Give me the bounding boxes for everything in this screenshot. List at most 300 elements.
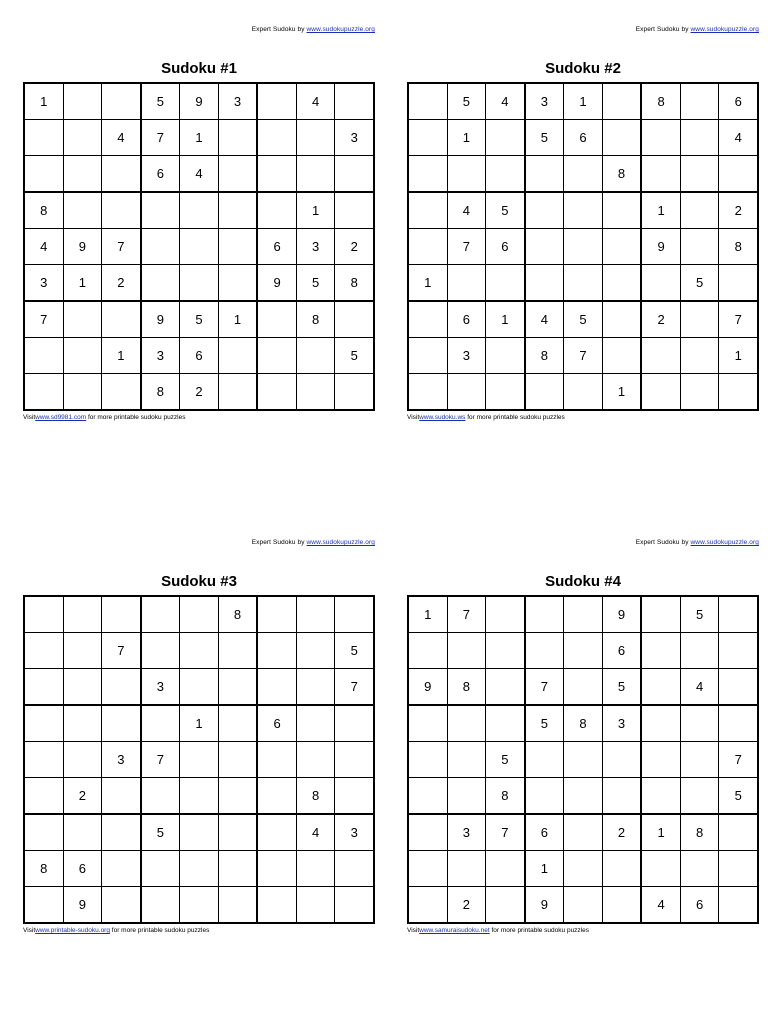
- grid-cell: [141, 192, 180, 229]
- grid-cell: [564, 742, 603, 778]
- grid-cell: [24, 120, 63, 156]
- grid-cell: [218, 778, 257, 815]
- grid-cell: [680, 374, 719, 411]
- grid-cell: 8: [141, 374, 180, 411]
- grid-cell: [102, 887, 141, 924]
- grid-cell: [257, 83, 296, 120]
- grid-cell: 5: [296, 265, 335, 302]
- grid-cell: [408, 742, 447, 778]
- grid-cell: [408, 156, 447, 193]
- grid-cell: [296, 338, 335, 374]
- sudoku-grid: [23, 82, 375, 411]
- footer-credit-link[interactable]: www.printable-sudoku.org: [35, 927, 110, 934]
- grid-cell: [141, 705, 180, 742]
- grid-cell: [24, 887, 63, 924]
- grid-cell: 7: [447, 229, 486, 265]
- grid-cell: [257, 596, 296, 633]
- grid-cell: [218, 887, 257, 924]
- footer-credit-link[interactable]: www.sd9981.com: [35, 414, 87, 421]
- grid-cell: 6: [719, 83, 758, 120]
- grid-cell: 1: [564, 83, 603, 120]
- grid-cell: [24, 669, 63, 706]
- grid-cell: [102, 596, 141, 633]
- grid-row: [408, 814, 758, 851]
- grid-cell: [602, 778, 641, 815]
- grid-cell: [447, 778, 486, 815]
- grid-row: [408, 156, 758, 193]
- grid-cell: [141, 229, 180, 265]
- footer-credit-prefix: Visit: [23, 927, 36, 934]
- grid-cell: 7: [486, 814, 525, 851]
- grid-cell: [564, 669, 603, 706]
- grid-cell: 1: [63, 265, 102, 302]
- footer-credit-link[interactable]: www.sudoku.ws: [419, 414, 466, 421]
- grid-cell: [335, 705, 374, 742]
- grid-row: [24, 669, 374, 706]
- grid-cell: [680, 229, 719, 265]
- grid-cell: [680, 338, 719, 374]
- header-credit: [252, 26, 375, 33]
- footer-credit: [23, 927, 209, 934]
- grid-cell: [525, 633, 564, 669]
- grid-cell: 8: [296, 301, 335, 338]
- grid-cell: [486, 887, 525, 924]
- grid-cell: 5: [564, 301, 603, 338]
- grid-cell: [24, 705, 63, 742]
- grid-cell: 2: [641, 301, 680, 338]
- grid-cell: [641, 596, 680, 633]
- sudoku-grid: [23, 595, 375, 924]
- grid-cell: 1: [296, 192, 335, 229]
- header-credit-link[interactable]: www.sudokupuzzle.org: [690, 539, 759, 546]
- grid-cell: 9: [641, 229, 680, 265]
- grid-cell: [335, 301, 374, 338]
- grid-cell: [180, 814, 219, 851]
- grid-row: [24, 814, 374, 851]
- grid-cell: 1: [180, 705, 219, 742]
- grid-cell: [24, 778, 63, 815]
- grid-cell: 5: [680, 596, 719, 633]
- grid-cell: [335, 851, 374, 887]
- grid-cell: [564, 374, 603, 411]
- grid-cell: [63, 301, 102, 338]
- grid-cell: [641, 156, 680, 193]
- grid-cell: [680, 120, 719, 156]
- grid-cell: [641, 851, 680, 887]
- grid-cell: 6: [486, 229, 525, 265]
- grid-cell: 9: [525, 887, 564, 924]
- grid-row: [408, 705, 758, 742]
- grid-cell: [257, 669, 296, 706]
- grid-cell: [296, 156, 335, 193]
- footer-credit-link[interactable]: www.samuraisudoku.net: [419, 927, 490, 934]
- grid-cell: [218, 265, 257, 302]
- grid-cell: [641, 338, 680, 374]
- grid-cell: 8: [486, 778, 525, 815]
- grid-row: [408, 374, 758, 411]
- grid-cell: [257, 778, 296, 815]
- grid-row: [408, 669, 758, 706]
- grid-cell: [719, 374, 758, 411]
- grid-cell: [602, 83, 641, 120]
- grid-cell: [63, 192, 102, 229]
- grid-row: [24, 742, 374, 778]
- grid-cell: 2: [602, 814, 641, 851]
- grid-cell: [525, 229, 564, 265]
- grid-cell: [564, 192, 603, 229]
- grid-cell: [24, 156, 63, 193]
- grid-cell: [102, 851, 141, 887]
- grid-row: [408, 265, 758, 302]
- grid-cell: 2: [180, 374, 219, 411]
- grid-cell: [447, 705, 486, 742]
- grid-cell: 1: [180, 120, 219, 156]
- grid-cell: [486, 338, 525, 374]
- grid-cell: [335, 778, 374, 815]
- grid-cell: [218, 120, 257, 156]
- grid-cell: [641, 778, 680, 815]
- header-credit-link[interactable]: www.sudokupuzzle.org: [306, 26, 375, 33]
- grid-cell: 2: [719, 192, 758, 229]
- grid-cell: 3: [447, 814, 486, 851]
- grid-cell: 2: [63, 778, 102, 815]
- grid-cell: 7: [102, 229, 141, 265]
- grid-cell: 4: [447, 192, 486, 229]
- grid-cell: [24, 338, 63, 374]
- grid-cell: 6: [141, 156, 180, 193]
- grid-cell: 7: [525, 669, 564, 706]
- grid-row: [24, 374, 374, 411]
- grid-cell: [296, 669, 335, 706]
- grid-cell: 5: [602, 669, 641, 706]
- grid-cell: [296, 851, 335, 887]
- grid-cell: [141, 633, 180, 669]
- grid-cell: [525, 596, 564, 633]
- grid-cell: 7: [447, 596, 486, 633]
- grid-cell: [180, 633, 219, 669]
- grid-cell: [63, 596, 102, 633]
- grid-cell: 5: [680, 265, 719, 302]
- grid-cell: [680, 851, 719, 887]
- grid-cell: [525, 192, 564, 229]
- grid-cell: [180, 742, 219, 778]
- header-credit: [252, 539, 375, 546]
- grid-cell: [218, 229, 257, 265]
- grid-cell: [447, 851, 486, 887]
- grid-cell: 1: [102, 338, 141, 374]
- grid-cell: [63, 633, 102, 669]
- grid-cell: [218, 156, 257, 193]
- grid-cell: [335, 192, 374, 229]
- grid-cell: 6: [180, 338, 219, 374]
- grid-cell: [564, 229, 603, 265]
- grid-row: [408, 596, 758, 633]
- grid-cell: [180, 851, 219, 887]
- grid-cell: 9: [180, 83, 219, 120]
- grid-cell: 1: [408, 265, 447, 302]
- puzzle-title: Sudoku #1: [161, 60, 237, 77]
- grid-cell: [180, 887, 219, 924]
- grid-row: [408, 633, 758, 669]
- puzzle-title: Sudoku #3: [161, 573, 237, 590]
- header-credit-link[interactable]: www.sudokupuzzle.org: [306, 539, 375, 546]
- grid-cell: [257, 338, 296, 374]
- grid-cell: 5: [141, 83, 180, 120]
- grid-cell: 6: [257, 705, 296, 742]
- footer-credit-text: for more printable sudoku puzzles: [467, 414, 565, 421]
- grid-cell: [525, 374, 564, 411]
- grid-cell: [408, 851, 447, 887]
- grid-cell: [525, 778, 564, 815]
- grid-cell: 9: [63, 887, 102, 924]
- sudoku-grid: [407, 82, 759, 411]
- grid-cell: [141, 778, 180, 815]
- grid-cell: 9: [257, 265, 296, 302]
- grid-cell: 3: [525, 83, 564, 120]
- grid-cell: [257, 851, 296, 887]
- grid-cell: [486, 705, 525, 742]
- grid-cell: [63, 83, 102, 120]
- grid-cell: [680, 192, 719, 229]
- grid-row: [408, 742, 758, 778]
- grid-cell: [525, 156, 564, 193]
- grid-cell: [447, 265, 486, 302]
- grid-cell: [486, 596, 525, 633]
- grid-cell: [641, 120, 680, 156]
- footer-credit-text: for more printable sudoku puzzles: [111, 927, 210, 934]
- grid-cell: [296, 120, 335, 156]
- grid-cell: 6: [63, 851, 102, 887]
- grid-row: [408, 192, 758, 229]
- grid-cell: 5: [486, 742, 525, 778]
- grid-cell: [408, 120, 447, 156]
- grid-cell: [408, 301, 447, 338]
- grid-cell: [719, 669, 758, 706]
- grid-cell: [63, 705, 102, 742]
- grid-cell: [218, 705, 257, 742]
- grid-cell: [257, 120, 296, 156]
- grid-cell: [719, 814, 758, 851]
- grid-cell: 6: [564, 120, 603, 156]
- grid-cell: [486, 120, 525, 156]
- grid-cell: [63, 374, 102, 411]
- grid-cell: 4: [680, 669, 719, 706]
- grid-cell: 9: [602, 596, 641, 633]
- grid-cell: 1: [525, 851, 564, 887]
- grid-row: [24, 192, 374, 229]
- grid-cell: [408, 633, 447, 669]
- grid-cell: [408, 887, 447, 924]
- grid-cell: 3: [335, 120, 374, 156]
- grid-cell: [680, 156, 719, 193]
- grid-cell: [602, 301, 641, 338]
- grid-cell: [218, 669, 257, 706]
- grid-cell: 8: [296, 778, 335, 815]
- grid-cell: [641, 705, 680, 742]
- grid-cell: 6: [525, 814, 564, 851]
- grid-row: [24, 229, 374, 265]
- grid-cell: 4: [486, 83, 525, 120]
- grid-cell: 5: [141, 814, 180, 851]
- grid-cell: [602, 265, 641, 302]
- grid-cell: [63, 742, 102, 778]
- grid-cell: 7: [719, 742, 758, 778]
- grid-cell: 9: [63, 229, 102, 265]
- grid-cell: [296, 742, 335, 778]
- grid-cell: [641, 633, 680, 669]
- grid-cell: 4: [24, 229, 63, 265]
- header-credit-text: Expert Sudoku by: [635, 539, 689, 546]
- grid-cell: [680, 705, 719, 742]
- grid-cell: [641, 265, 680, 302]
- grid-cell: [257, 887, 296, 924]
- grid-cell: [602, 192, 641, 229]
- grid-cell: [719, 633, 758, 669]
- grid-cell: [408, 705, 447, 742]
- footer-credit: [407, 414, 565, 421]
- grid-cell: 3: [102, 742, 141, 778]
- grid-row: [24, 120, 374, 156]
- grid-cell: [257, 814, 296, 851]
- grid-row: [24, 83, 374, 120]
- sudoku-grid: [407, 595, 759, 924]
- grid-cell: 7: [141, 120, 180, 156]
- grid-row: [24, 265, 374, 302]
- grid-cell: [602, 229, 641, 265]
- grid-cell: [218, 338, 257, 374]
- header-credit: [636, 26, 759, 33]
- grid-cell: [63, 338, 102, 374]
- grid-row: [408, 120, 758, 156]
- grid-cell: 7: [141, 742, 180, 778]
- grid-cell: 8: [719, 229, 758, 265]
- grid-cell: 8: [680, 814, 719, 851]
- grid-cell: 1: [719, 338, 758, 374]
- footer-credit-prefix: Visit: [407, 927, 420, 934]
- grid-cell: 3: [218, 83, 257, 120]
- grid-cell: 4: [102, 120, 141, 156]
- grid-cell: [296, 374, 335, 411]
- grid-cell: 5: [447, 83, 486, 120]
- grid-cell: [486, 669, 525, 706]
- grid-cell: 3: [296, 229, 335, 265]
- grid-cell: [719, 265, 758, 302]
- grid-cell: 5: [335, 633, 374, 669]
- grid-cell: [564, 851, 603, 887]
- grid-row: [24, 887, 374, 924]
- grid-cell: 1: [218, 301, 257, 338]
- grid-cell: [408, 338, 447, 374]
- grid-cell: [141, 596, 180, 633]
- grid-cell: [257, 156, 296, 193]
- grid-cell: [486, 851, 525, 887]
- grid-row: [408, 229, 758, 265]
- header-credit-text: Expert Sudoku by: [251, 539, 305, 546]
- footer-credit-text: for more printable sudoku puzzles: [491, 927, 589, 934]
- grid-cell: [63, 814, 102, 851]
- grid-cell: [564, 633, 603, 669]
- grid-cell: [447, 633, 486, 669]
- grid-cell: [719, 596, 758, 633]
- grid-row: [24, 633, 374, 669]
- grid-cell: [447, 156, 486, 193]
- grid-cell: [335, 156, 374, 193]
- grid-cell: [408, 814, 447, 851]
- grid-cell: 9: [141, 301, 180, 338]
- grid-cell: [486, 374, 525, 411]
- grid-cell: [257, 742, 296, 778]
- grid-cell: [24, 742, 63, 778]
- header-credit-text: Expert Sudoku by: [635, 26, 689, 33]
- footer-credit-text: for more printable sudoku puzzles: [87, 414, 186, 421]
- grid-cell: 8: [335, 265, 374, 302]
- grid-cell: 5: [719, 778, 758, 815]
- grid-cell: 1: [486, 301, 525, 338]
- grid-cell: [24, 374, 63, 411]
- grid-row: [408, 338, 758, 374]
- grid-cell: [141, 851, 180, 887]
- grid-cell: [102, 814, 141, 851]
- grid-cell: 6: [680, 887, 719, 924]
- grid-cell: 5: [180, 301, 219, 338]
- grid-cell: 8: [218, 596, 257, 633]
- grid-cell: [602, 851, 641, 887]
- grid-cell: [525, 742, 564, 778]
- grid-cell: [564, 156, 603, 193]
- grid-cell: [408, 192, 447, 229]
- grid-cell: [141, 887, 180, 924]
- grid-cell: [180, 229, 219, 265]
- grid-cell: [335, 374, 374, 411]
- grid-row: [24, 301, 374, 338]
- grid-row: [24, 156, 374, 193]
- grid-cell: 4: [296, 814, 335, 851]
- grid-cell: 5: [486, 192, 525, 229]
- grid-cell: [335, 596, 374, 633]
- grid-cell: [447, 742, 486, 778]
- grid-cell: [63, 120, 102, 156]
- grid-cell: [141, 265, 180, 302]
- grid-cell: [218, 633, 257, 669]
- grid-row: [24, 778, 374, 815]
- grid-cell: 3: [141, 669, 180, 706]
- grid-cell: [641, 742, 680, 778]
- grid-cell: 6: [602, 633, 641, 669]
- grid-cell: [641, 669, 680, 706]
- grid-cell: [218, 192, 257, 229]
- grid-cell: [296, 633, 335, 669]
- grid-cell: [602, 887, 641, 924]
- grid-cell: [102, 669, 141, 706]
- header-credit-link[interactable]: www.sudokupuzzle.org: [690, 26, 759, 33]
- grid-cell: [24, 633, 63, 669]
- grid-cell: [24, 596, 63, 633]
- footer-credit-prefix: Visit: [23, 414, 36, 421]
- grid-cell: [486, 633, 525, 669]
- grid-cell: 2: [335, 229, 374, 265]
- grid-cell: [408, 374, 447, 411]
- puzzle-title: Sudoku #2: [545, 60, 621, 77]
- grid-cell: 1: [641, 814, 680, 851]
- grid-cell: [218, 742, 257, 778]
- grid-cell: [641, 374, 680, 411]
- grid-cell: [335, 887, 374, 924]
- puzzle-title: Sudoku #4: [545, 573, 621, 590]
- grid-cell: 5: [525, 705, 564, 742]
- grid-cell: [102, 705, 141, 742]
- grid-row: [408, 887, 758, 924]
- grid-cell: 4: [180, 156, 219, 193]
